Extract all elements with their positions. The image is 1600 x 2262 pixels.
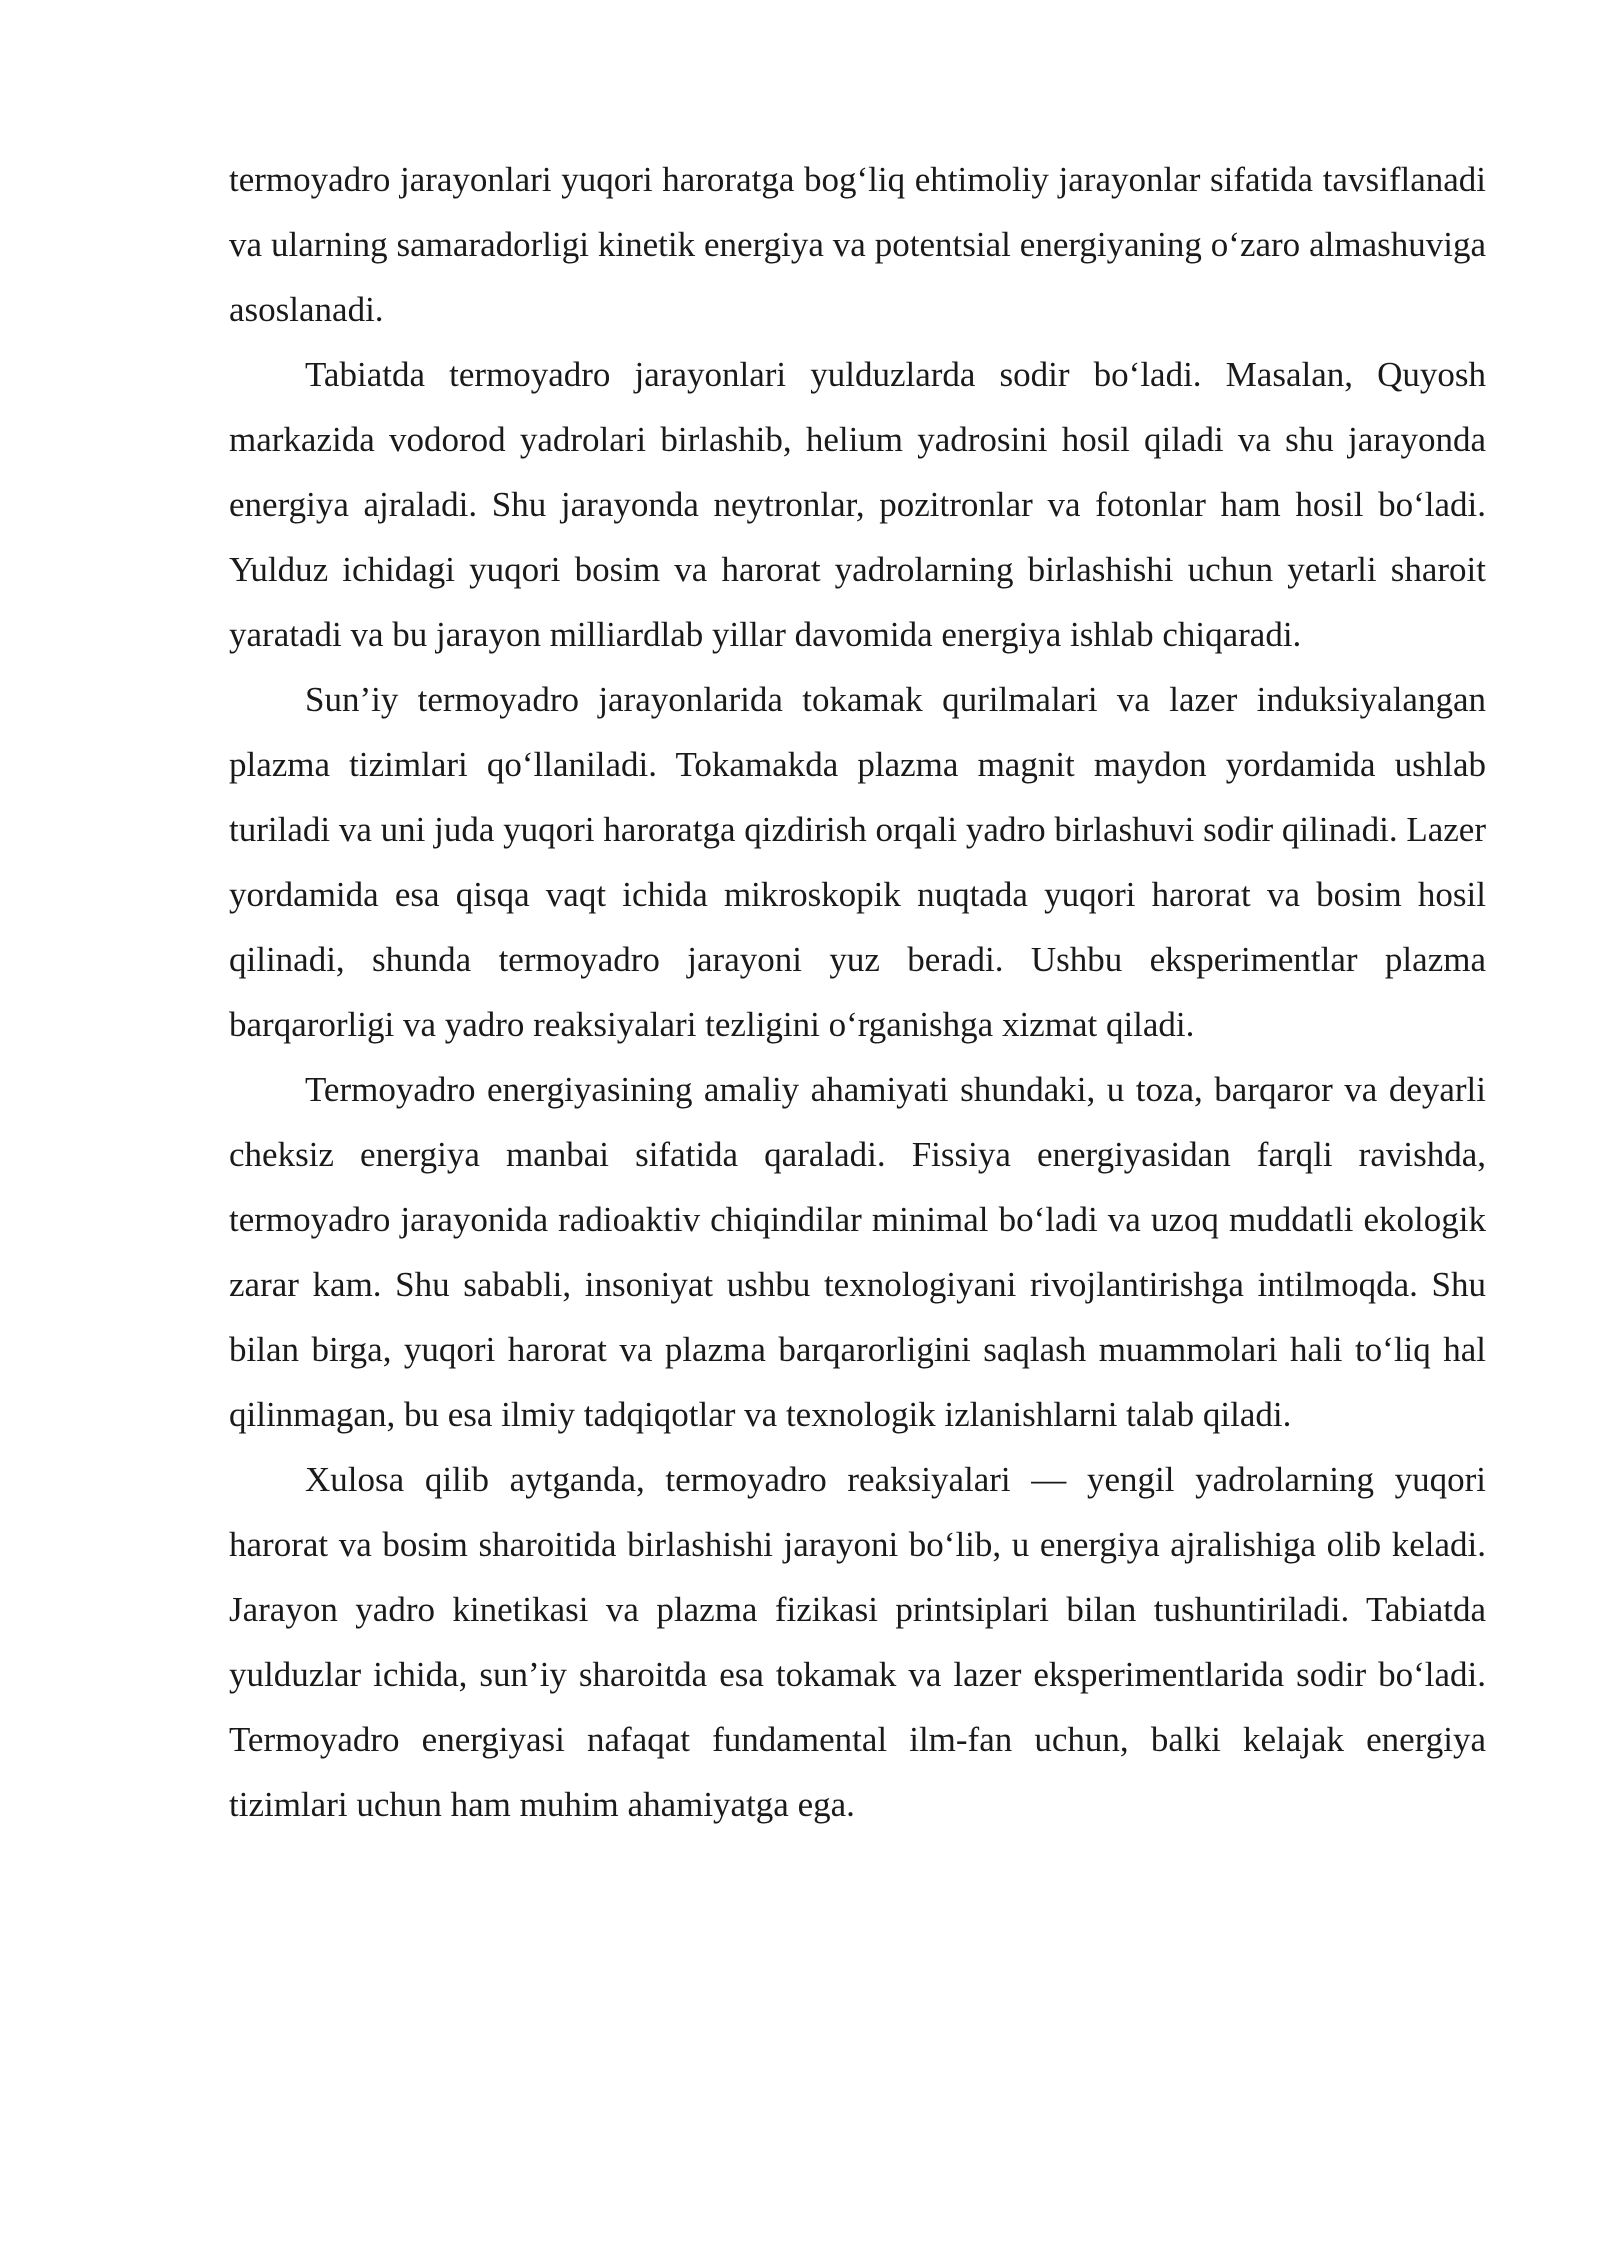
paragraph-amaliy-ahamiyati: Termoyadro energiyasining amaliy ahamiyati shundaki, u toza, barqaror va deyarli cheksiz energiya manbai sifatida qaraladi. Fissiya energiyasidan farqli ravishda, termoyadro jarayonida radioaktiv chiqindilar minimal bo‘ladi va uzoq muddatli ekologik zarar kam. Shu sababli, insoniyat ushbu texnologiyani rivojlantirishga intilmoqda. Shu bilan birga, yuqori harorat va plazma barqarorligini saqlash muammolari hali to‘liq hal qilinmagan, bu esa ilmiy tadqiqotlar va texnologik izlanishlarni talab qiladi.	[229, 1070, 1486, 1434]
body-text	[229, 147, 1486, 1837]
paragraph-xulosa: Xulosa qilib aytganda, termoyadro reaksiyalari — yengil yadrolarning yuqori harorat va bosim sharoitida birlashishi jarayoni bo‘lib, u energiya ajralishiga olib keladi. Jarayon yadro kinetikasi va plazma fizikasi printsiplari bilan tushuntiriladi. Tabiatda yulduzlar ichida, sun’iy sharoitda esa tokamak va lazer eksperimentlarida sodir bo‘ladi. Termoyadro energiyasi nafaqat fundamental ilm-fan uchun, balki kelajak energiya tizimlari uchun ham muhim ahamiyatga ega.	[229, 1460, 1486, 1824]
paragraph-tabiatda: Tabiatda termoyadro jarayonlari yulduzlarda sodir bo‘ladi. Masalan, Quyosh markazida vodorod yadrolari birlashib, helium yadrosini hosil qiladi va shu jarayonda energiya ajraladi. Shu jarayonda neytronlar, pozitronlar va fotonlar ham hosil bo‘ladi. Yulduz ichidagi yuqori bosim va harorat yadrolarning birlashishi uchun yetarli sharoit yaratadi va bu jarayon milliardlab yillar davomida energiya ishlab chiqaradi.	[229, 355, 1486, 654]
paragraph-continuation: termoyadro jarayonlari yuqori haroratga bog‘liq ehtimoliy jarayonlar sifatida tavsiflanadi va ularning samaradorligi kinetik energiya va potentsial energiyaning o‘zaro almashuviga asoslanadi.	[229, 160, 1486, 329]
paragraph-suniy: Sun’iy termoyadro jarayonlarida tokamak qurilmalari va lazer induksiyalangan plazma tizimlari qo‘llaniladi. Tokamakda plazma magnit maydon yordamida ushlab turiladi va uni juda yuqori haroratga qizdirish orqali yadro birlashuvi sodir qilinadi. Lazer yordamida esa qisqa vaqt ichida mikroskopik nuqtada yuqori harorat va bosim hosil qilinadi, shunda termoyadro jarayoni yuz beradi. Ushbu eksperimentlar plazma barqarorligi va yadro reaksiyalari tezligini o‘rganishga xizmat qiladi.	[229, 680, 1486, 1044]
